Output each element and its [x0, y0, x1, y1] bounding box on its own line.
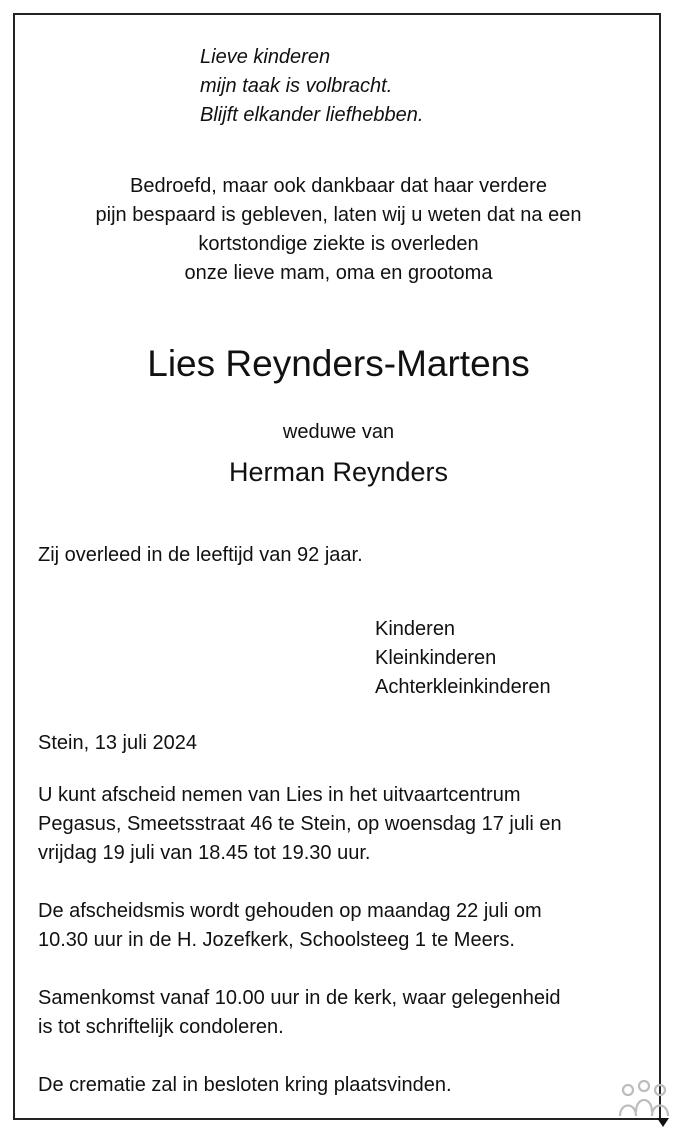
spouse-name: Herman Reynders — [228, 457, 449, 487]
paragraph-line: vrijdag 19 juli van 18.45 tot 19.30 uur. — [38, 842, 371, 864]
paragraph-line: is tot schriftelijk condoleren. — [38, 1016, 284, 1038]
paragraph-gathering — [38, 984, 561, 1042]
family-item: Achterkleinkinderen — [375, 676, 551, 698]
family-item: Kleinkinderen — [375, 647, 497, 669]
intro-line: onze lieve mam, oma en grootoma — [184, 262, 493, 284]
triangle-down-icon — [657, 1118, 669, 1127]
intro-text — [20, 172, 657, 288]
poem-line: mijn taak is volbracht. — [200, 75, 393, 97]
paragraph-line: Pegasus, Smeetsstraat 46 te Stein, op woensdag 17 juli en — [38, 813, 562, 835]
widow-label: weduwe van — [282, 421, 395, 443]
paragraph-line: Samenkomst vanaf 10.00 uur in de kerk, waar gelegenheid — [38, 987, 561, 1009]
poem-line: Lieve kinderen — [200, 46, 331, 68]
intro-line: kortstondige ziekte is overleden — [198, 233, 479, 255]
intro-line: pijn bespaard is gebleven, laten wij u weten dat na een — [95, 204, 582, 226]
paragraph-cremation — [38, 1071, 452, 1100]
family-people-icon — [617, 1078, 671, 1128]
paragraph-viewing — [38, 781, 562, 868]
paragraph-line: U kunt afscheid nemen van Lies in het uitvaartcentrum — [38, 784, 521, 806]
place-date: Stein, 13 juli 2024 — [38, 732, 198, 754]
poem-line: Blijft elkander liefhebben. — [200, 104, 424, 126]
family-item: Kinderen — [375, 618, 456, 640]
intro-line: Bedroefd, maar ook dankbaar dat haar verdere — [130, 175, 547, 197]
age-line: Zij overleed in de leeftijd van 92 jaar. — [38, 544, 363, 566]
paragraph-line: De crematie zal in besloten kring plaatsvinden. — [38, 1074, 452, 1096]
deceased-name: Lies Reynders-Martens — [147, 343, 530, 384]
paragraph-line: De afscheidsmis wordt gehouden op maandag 22 juli om — [38, 900, 542, 922]
paragraph-mass — [38, 897, 542, 955]
family-list — [375, 615, 551, 702]
paragraph-line: 10.30 uur in de H. Jozefkerk, Schoolsteeg 1 te Meers. — [38, 929, 515, 951]
opening-poem — [200, 43, 423, 130]
